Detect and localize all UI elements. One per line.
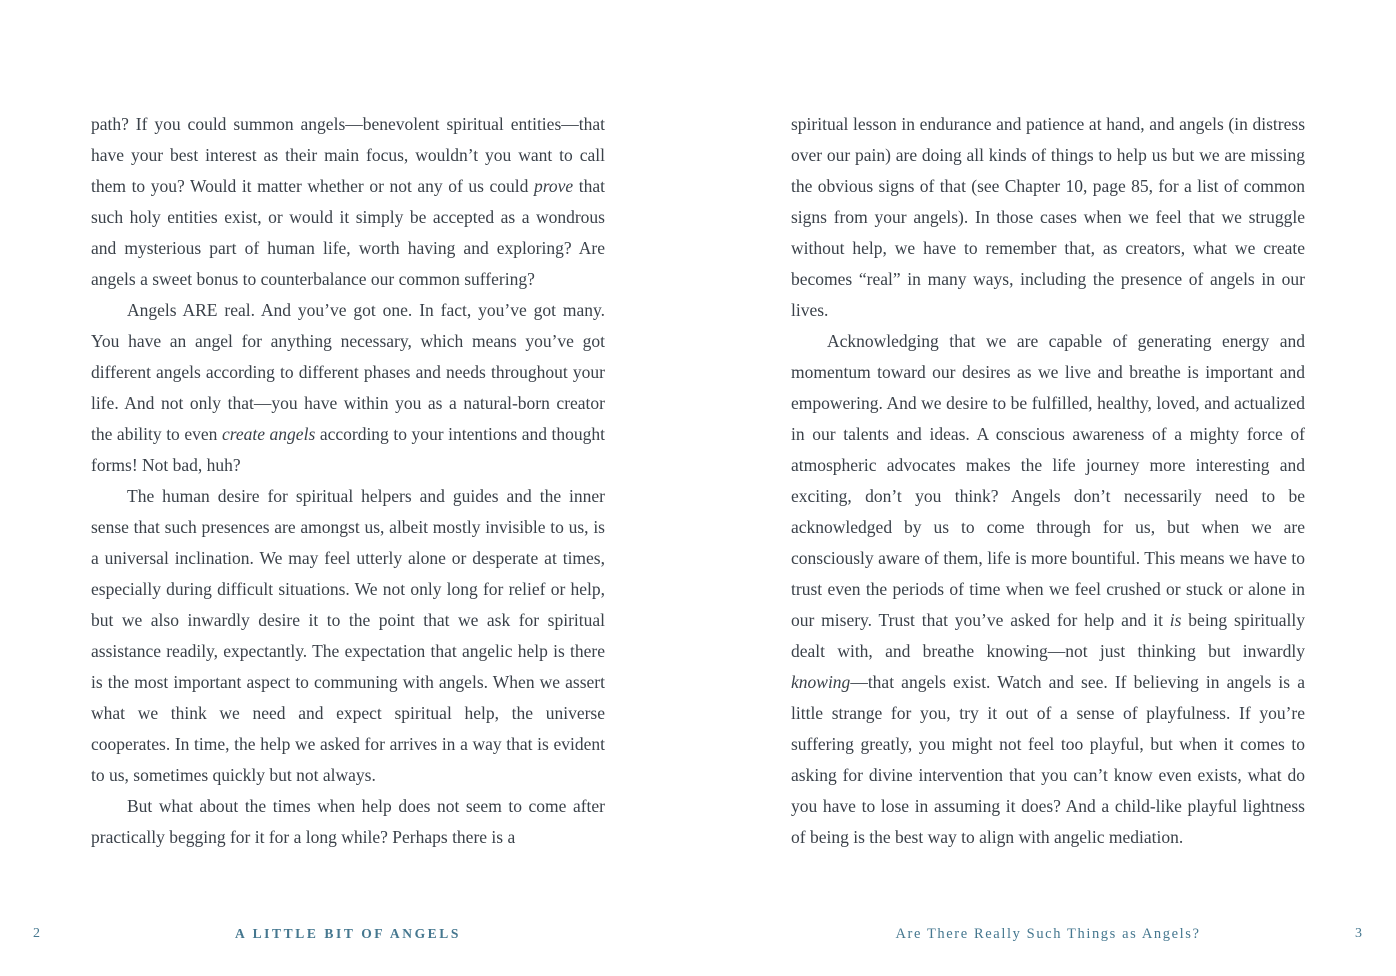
page-right-body-text [791,109,1305,853]
page-left-body-text [91,109,605,853]
page-number-right: 3 [1355,926,1362,941]
paragraph: The human desire for spiritual helpers and guides and the inner sense that such presences are amongst us, albeit mostly invisible to us, is a universal inclination. We may feel utterly alone or desperate at times, especially during difficult situations. We not only long for relief or help, but we also inwardly desire it to the point that we ask for spiritual assistance readily, expectantly. The expectation that angelic help is there is the most important aspect to communing with angels. When we assert what we think we need and expect spiritual help, the universe cooperates. In time, the help we asked for arrives in a way that is evident to us, sometimes quickly but not always. [91,486,605,785]
page-number-left: 2 [33,926,40,941]
page-right [698,0,1396,976]
running-head-book-title: A LITTLE BIT OF ANGELS [234,926,462,941]
paragraph: But what about the times when help does not seem to come after practically begging for it for a long while? Perhaps there is a [91,796,605,847]
paragraph: path? If you could summon angels—benevolent spiritual entities—that have your best interest as their main focus, wouldn’t you want to call them to you? Would it matter whether or not any of us could prove that such holy entities exist, or would it simply be accepted as a wondrous and mysterious part of human life, worth having and exploring? Are angels a sweet bonus to counterbalance our common suffering? [91,114,606,289]
paragraph: Acknowledging that we are capable of generating energy and momentum toward our desires as we live and breathe is important and empowering. And we desire to be fulfilled, healthy, loved, and actualized in our talents and ideas. A conscious awareness of a mighty force of atmospheric advocates makes the life journey more interesting and exciting, don’t you think? Angels don’t necessarily need to be acknowledged by us to come through for us, but when we are consciously aware of them, life is more bountiful. This means we have to trust even the periods of time when we feel crushed or stuck or alone in our misery. Trust that you’ve asked for help and it is being spiritually dealt with, and breathe knowing—not just thinking but inwardly knowing—that angels exist. Watch and see. If believing in angels is a little strange for you, try it out of a sense of playfulness. If you’re suffering greatly, you might not feel too playful, but when it comes to asking for divine intervention that you can’t know even exists, what do you have to lose in assuming it does? And a child-like playful lightness of being is the best way to align with angelic mediation. [791,331,1305,847]
page-left-footer [0,924,698,948]
running-head-chapter-title: Are There Really Such Things as Angels? [895,926,1201,942]
paragraph: spiritual lesson in endurance and patience at hand, and angels (in distress over our pain) are doing all kinds of things to help us but we are missing the obvious signs of that (see Chapter 10, page 85, for a list of common signs from your angels). In those cases when we feel that we struggle without help, we have to remember that, as creators, what we create becomes “real” in many ways, including the presence of angels in our lives. [791,114,1305,320]
page-right-footer [698,924,1396,948]
paragraph: Angels ARE real. And you’ve got one. In fact, you’ve got many. You have an angel for anything necessary, which means you’ve got different angels according to different phases and needs throughout your life. And not only that—you have within you as a natural-born creator the ability to even create angels according to your intentions and thought forms! Not bad, huh? [91,300,606,475]
